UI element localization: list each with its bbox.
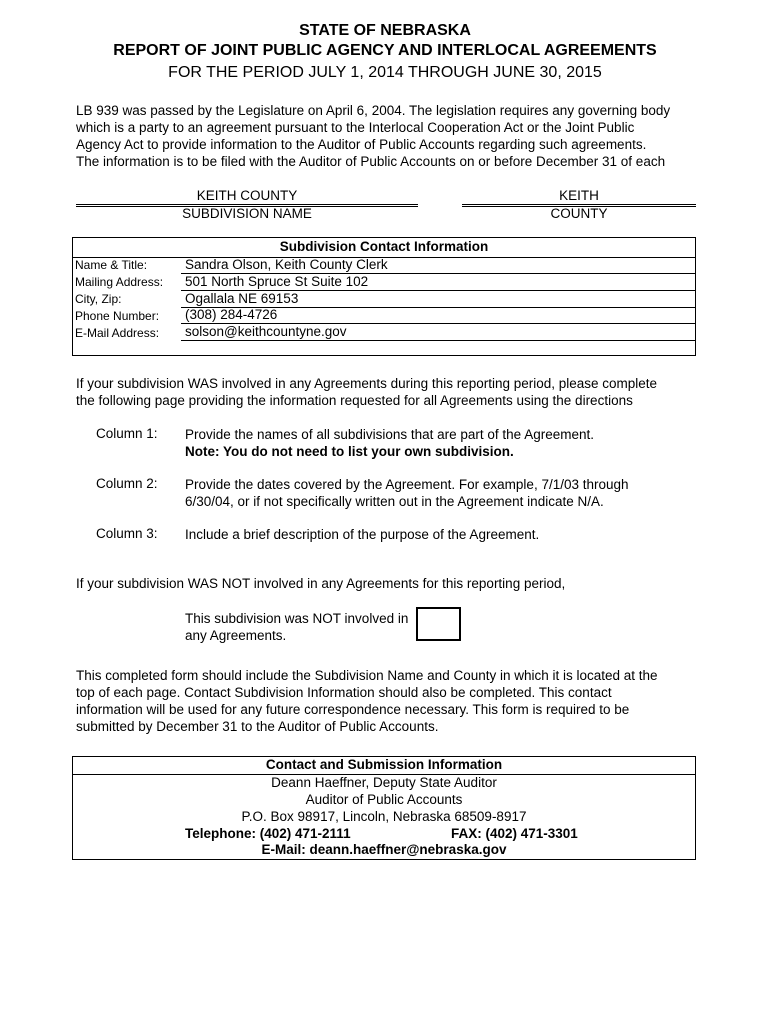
subdivision-name-label: SUBDIVISION NAME <box>182 206 312 221</box>
checkbox-label-line: This subdivision was NOT involved in <box>185 611 409 626</box>
city-zip-value: Ogallala NE 69153 <box>185 291 299 306</box>
title-period: FOR THE PERIOD JULY 1, 2014 THROUGH JUNE 30, 2015 <box>168 64 602 81</box>
not-involved-intro <box>76 575 716 592</box>
title-report: REPORT OF JOINT PUBLIC AGENCY AND INTERLOCAL AGREEMENTS <box>113 42 657 59</box>
column-1-label: Column 1: <box>96 426 158 441</box>
submission-name: Deann Haeffner, Deputy State Auditor <box>271 775 497 790</box>
completed-line: This completed form should include the Subdivision Name and County in which it is located at the <box>76 668 658 683</box>
column-1-desc: Provide the names of all subdivisions that are part of the Agreement. <box>185 427 594 442</box>
county-value: KEITH <box>559 188 599 203</box>
submission-telephone: Telephone: (402) 471-2111 <box>185 826 351 841</box>
was-involved-line: the following page providing the information requested for all Agreements using the directions <box>76 393 633 408</box>
phone-number-label: Phone Number: <box>75 309 160 323</box>
was-involved-paragraph <box>76 375 716 409</box>
submission-info-box <box>72 756 696 860</box>
column-2-desc: Provide the dates covered by the Agreement. For example, 7/1/03 through <box>185 477 629 492</box>
submission-email: E-Mail: deann.haeffner@nebraska.gov <box>261 842 507 857</box>
completed-line: top of each page. Contact Subdivision Information should also be completed. This contact <box>76 685 612 700</box>
intro-paragraph <box>76 102 716 170</box>
completed-line: submitted by December 31 to the Auditor of Public Accounts. <box>76 719 439 734</box>
name-title-value: Sandra Olson, Keith County Clerk <box>185 257 388 272</box>
not-involved-checkbox-label <box>185 610 408 644</box>
completed-paragraph <box>76 667 716 735</box>
column-2-desc-cont: 6/30/04, or if not specifically written out in the Agreement indicate N/A. <box>185 494 604 509</box>
phone-number-value: (308) 284-4726 <box>185 307 278 322</box>
completed-line: information will be used for any future correspondence necessary. This form is required to be <box>76 702 630 717</box>
contact-info-box <box>72 237 696 356</box>
name-title-label: Name & Title: <box>75 258 148 272</box>
column-3-desc: Include a brief description of the purpose of the Agreement. <box>185 527 540 542</box>
email-address-label: E-Mail Address: <box>75 326 160 340</box>
divider <box>181 340 695 341</box>
column-3-label: Column 3: <box>96 526 158 541</box>
column-2-text <box>185 476 629 510</box>
column-1-note: Note: You do not need to list your own subdivision. <box>185 444 514 459</box>
email-address-value: solson@keithcountyne.gov <box>185 324 347 339</box>
intro-line: Agency Act to provide information to the Auditor of Public Accounts regarding such agreements. <box>76 137 647 152</box>
subdivision-name-value: KEITH COUNTY <box>196 188 298 203</box>
column-2-label: Column 2: <box>96 476 158 491</box>
county-label: COUNTY <box>550 206 608 221</box>
submission-fax: FAX: (402) 471-3301 <box>451 826 578 841</box>
was-involved-line: If your subdivision WAS involved in any Agreements during this reporting period, please complete <box>76 376 658 391</box>
intro-line: which is a party to an agreement pursuant to the Interlocal Cooperation Act or the Joint Public <box>76 120 635 135</box>
mailing-address-value: 501 North Spruce St Suite 102 <box>185 274 369 289</box>
checkbox-label-line: any Agreements. <box>185 628 287 643</box>
intro-line: LB 939 was passed by the Legislature on April 6, 2004. The legislation requires any governing body <box>76 103 671 118</box>
intro-line: The information is to be filed with the Auditor of Public Accounts on or before December 31 of each <box>76 154 666 169</box>
not-involved-checkbox[interactable] <box>416 607 461 641</box>
column-3-text <box>185 526 539 543</box>
city-zip-label: City, Zip: <box>75 292 122 306</box>
mailing-address-label: Mailing Address: <box>75 275 164 289</box>
submission-heading: Contact and Submission Information <box>265 757 503 772</box>
column-1-text <box>185 426 594 460</box>
submission-office: Auditor of Public Accounts <box>305 792 463 807</box>
not-involved-intro-text: If your subdivision WAS NOT involved in any Agreements for this reporting period, <box>76 576 566 591</box>
submission-address: P.O. Box 98917, Lincoln, Nebraska 68509-8917 <box>241 809 527 824</box>
title-state: STATE OF NEBRASKA <box>299 22 471 39</box>
contact-info-heading: Subdivision Contact Information <box>279 239 489 254</box>
